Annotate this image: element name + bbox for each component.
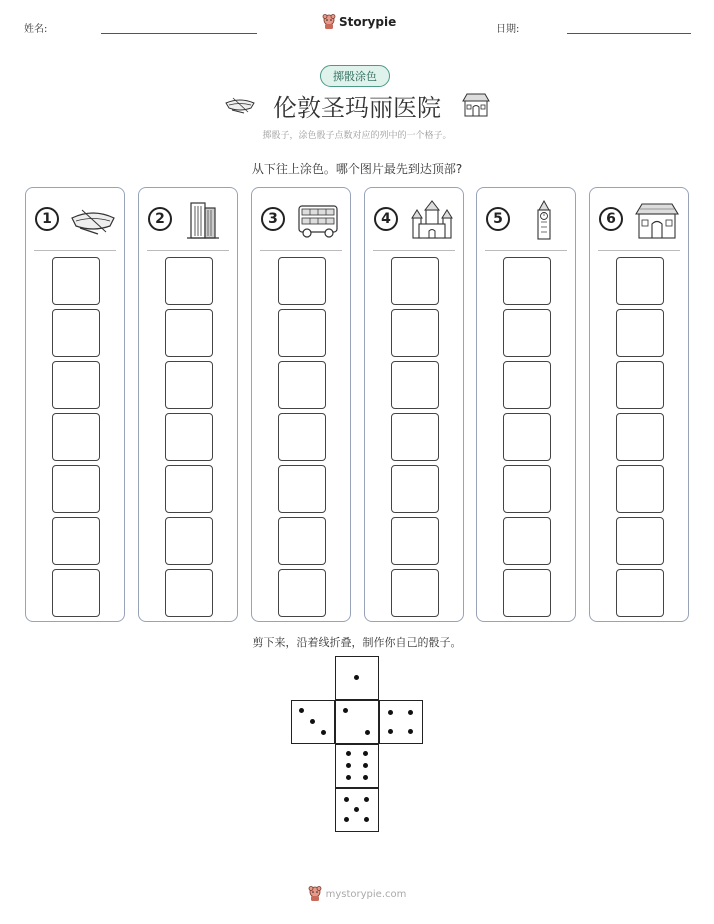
color-cell[interactable] — [391, 517, 439, 565]
column-1 — [25, 187, 125, 622]
footer-url[interactable]: mystorypie.com — [325, 888, 407, 900]
color-cell[interactable] — [503, 309, 551, 357]
column-number: 3 — [261, 207, 285, 231]
column-3 — [251, 187, 351, 622]
pip — [363, 751, 368, 756]
footer — [0, 886, 714, 902]
color-cell[interactable] — [503, 569, 551, 617]
clock-tower-icon — [519, 200, 569, 240]
color-cell[interactable] — [616, 361, 664, 409]
color-cell[interactable] — [391, 361, 439, 409]
dice-face-2 — [335, 700, 379, 744]
color-cell[interactable] — [52, 257, 100, 305]
pip — [364, 817, 369, 822]
double-decker-bus-icon — [294, 200, 344, 240]
column-6 — [589, 187, 689, 622]
color-cell[interactable] — [616, 257, 664, 305]
color-cell[interactable] — [278, 517, 326, 565]
column-divider — [598, 250, 680, 251]
instruction: 从下往上涂色。哪个图片最先到达顶部? — [251, 162, 463, 176]
pip — [388, 729, 393, 734]
color-cell[interactable] — [52, 413, 100, 461]
color-cell[interactable] — [278, 361, 326, 409]
pip — [363, 775, 368, 780]
column-number: 1 — [35, 207, 59, 231]
pip — [344, 797, 349, 802]
pip — [363, 763, 368, 768]
pip — [354, 675, 359, 680]
color-cell[interactable] — [278, 569, 326, 617]
date-line — [567, 33, 691, 34]
color-cell[interactable] — [165, 361, 213, 409]
name-line — [101, 33, 257, 34]
color-cell[interactable] — [52, 361, 100, 409]
name-label: 姓名: — [24, 24, 48, 35]
pip — [299, 708, 304, 713]
column-divider — [485, 250, 567, 251]
rowboat-icon — [68, 200, 118, 240]
pip — [364, 797, 369, 802]
color-cell[interactable] — [52, 309, 100, 357]
color-cell[interactable] — [52, 517, 100, 565]
color-cell[interactable] — [165, 465, 213, 513]
column-divider — [34, 250, 116, 251]
color-cell[interactable] — [391, 257, 439, 305]
color-cell[interactable] — [616, 569, 664, 617]
color-cell[interactable] — [391, 413, 439, 461]
column-divider — [373, 250, 455, 251]
color-cell[interactable] — [391, 309, 439, 357]
color-cell[interactable] — [165, 309, 213, 357]
color-cell[interactable] — [616, 517, 664, 565]
dice-face-6 — [335, 744, 379, 788]
column-divider — [260, 250, 342, 251]
pip — [346, 763, 351, 768]
pip — [321, 730, 326, 735]
column-number: 4 — [374, 207, 398, 231]
dice-face-1 — [335, 656, 379, 700]
color-cell[interactable] — [278, 413, 326, 461]
column-5 — [476, 187, 576, 622]
pip — [408, 729, 413, 734]
color-cell[interactable] — [503, 465, 551, 513]
office-building-icon — [181, 200, 231, 240]
color-cell[interactable] — [616, 465, 664, 513]
brand-logo — [322, 12, 402, 32]
color-cell[interactable] — [278, 257, 326, 305]
color-cell[interactable] — [503, 413, 551, 461]
mascot-icon — [308, 886, 322, 902]
page-title: 伦敦圣玛丽医院 — [273, 94, 441, 122]
brand-name: Storypie — [339, 15, 397, 29]
color-cell[interactable] — [52, 569, 100, 617]
dice-face-5 — [335, 788, 379, 832]
color-cell[interactable] — [503, 517, 551, 565]
date-label: 日期: — [496, 24, 520, 35]
color-cell[interactable] — [391, 569, 439, 617]
color-cell[interactable] — [52, 465, 100, 513]
column-number: 2 — [148, 207, 172, 231]
pip — [343, 708, 348, 713]
pip — [310, 719, 315, 724]
house-icon — [461, 92, 491, 118]
pip — [365, 730, 370, 735]
color-cell[interactable] — [391, 465, 439, 513]
color-cell[interactable] — [165, 413, 213, 461]
column-2 — [138, 187, 238, 622]
color-cell[interactable] — [278, 465, 326, 513]
dice-instruction: 剪下来，沿着线折叠，制作你自己的骰子。 — [252, 636, 462, 649]
color-cell[interactable] — [165, 569, 213, 617]
activity-badge: 掷骰涂色 — [320, 65, 390, 87]
dice-face-4 — [379, 700, 423, 744]
column-divider — [147, 250, 229, 251]
pip — [344, 817, 349, 822]
color-cell[interactable] — [278, 309, 326, 357]
pip — [408, 710, 413, 715]
subtitle: 掷骰子，涂色骰子点数对应的列中的一个格子。 — [262, 131, 452, 141]
dice-face-3 — [291, 700, 335, 744]
pip — [354, 807, 359, 812]
castle-icon — [407, 200, 457, 240]
pip — [346, 775, 351, 780]
house-icon — [632, 200, 682, 240]
column-number: 5 — [486, 207, 510, 231]
color-cell[interactable] — [616, 413, 664, 461]
mascot-icon — [322, 14, 336, 30]
color-cell[interactable] — [165, 517, 213, 565]
color-cell[interactable] — [503, 257, 551, 305]
color-cell[interactable] — [616, 309, 664, 357]
column-4 — [364, 187, 464, 622]
color-cell[interactable] — [165, 257, 213, 305]
column-number: 6 — [599, 207, 623, 231]
color-cell[interactable] — [503, 361, 551, 409]
pip — [346, 751, 351, 756]
pip — [388, 710, 393, 715]
